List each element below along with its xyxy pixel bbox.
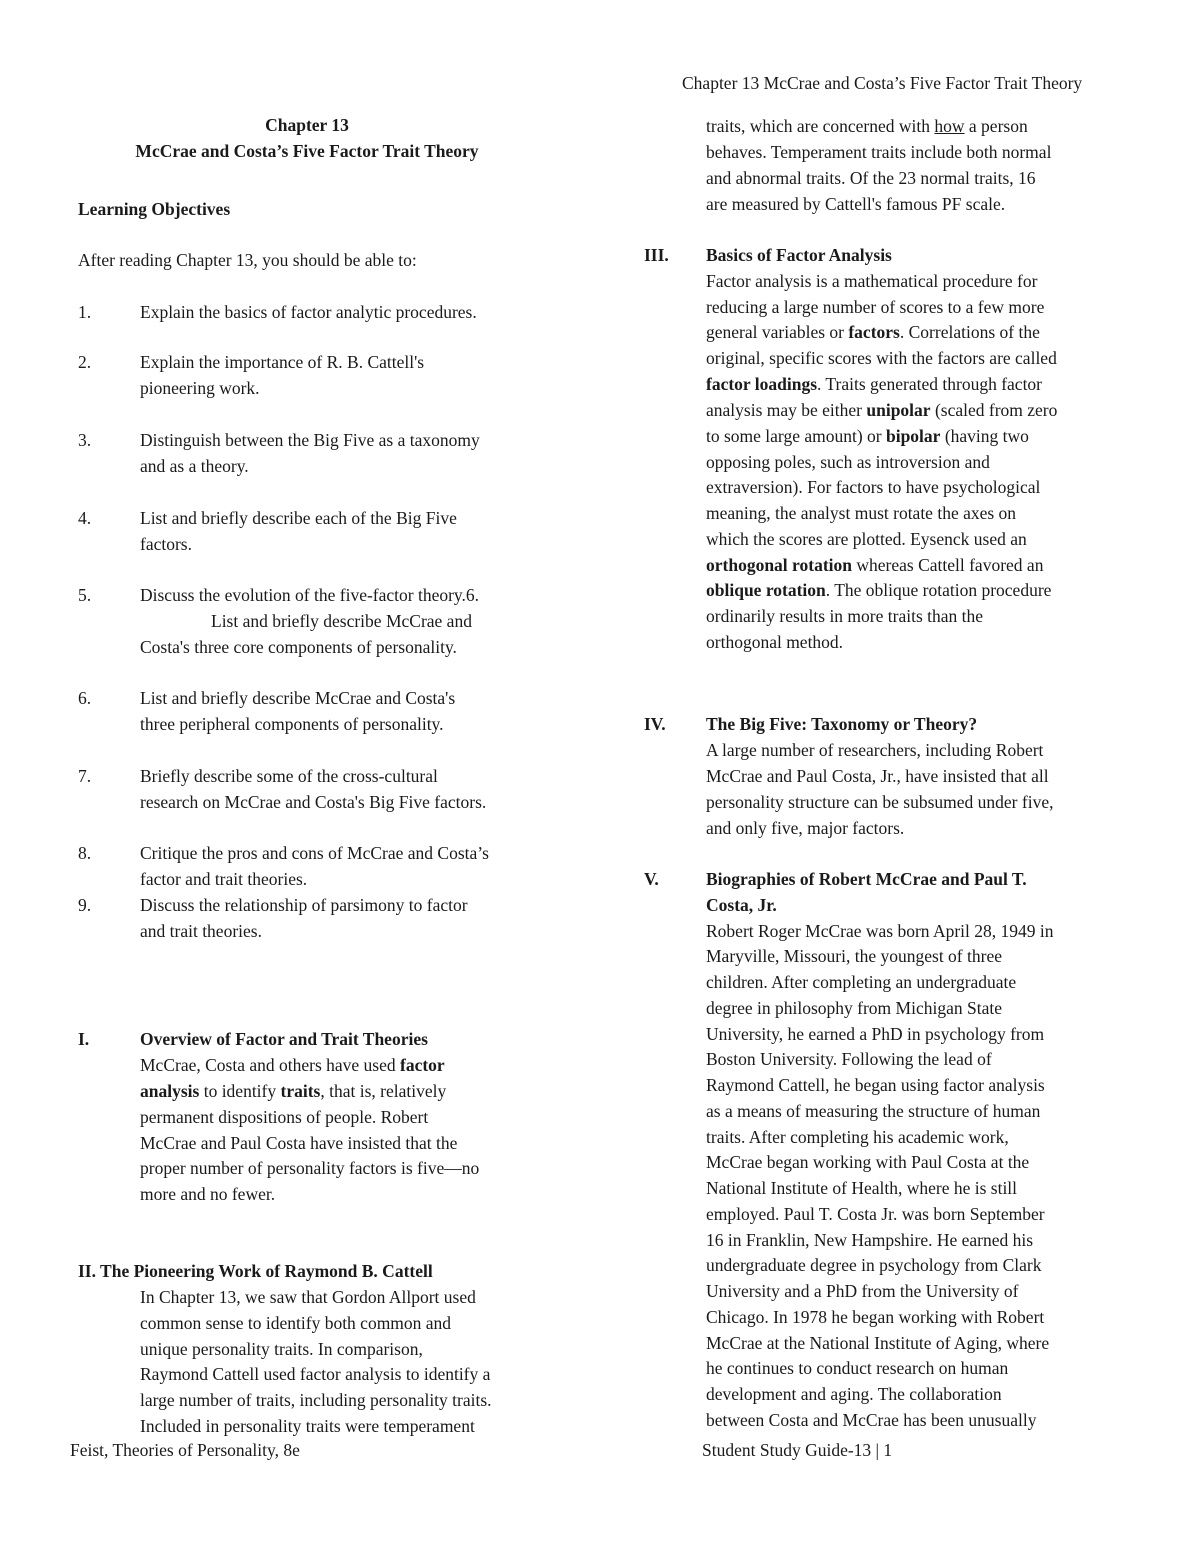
- section-text-line: undergraduate degree in psychology from Clark: [706, 1255, 1042, 1275]
- objective-text: Briefly describe some of the cross-cultural: [140, 766, 438, 786]
- section-text-line: are measured by Cattell's famous PF scale.: [706, 194, 1006, 214]
- section-text-line: general variables or factors. Correlations of the: [706, 322, 1040, 342]
- section-text-line: factor loadings. Traits generated through factor: [706, 374, 1043, 394]
- section-text-line: Maryville, Missouri, the youngest of three: [706, 946, 1002, 966]
- section-text-line: which the scores are plotted. Eysenck used an: [706, 529, 1027, 549]
- section-text-line: children. After completing an undergraduate: [706, 972, 1017, 992]
- section-text-line: Raymond Cattell used factor analysis to identify a: [140, 1364, 491, 1384]
- section-heading: Overview of Factor and Trait Theories: [140, 1029, 428, 1049]
- section-text-line: McCrae, Costa and others have used factor: [140, 1055, 445, 1075]
- section-text-line: reducing a large number of scores to a few more: [706, 297, 1045, 317]
- section-text-line: A large number of researchers, including Robert: [706, 740, 1044, 760]
- section-text-line: unique personality traits. In comparison,: [140, 1339, 423, 1359]
- section-text-line: behaves. Temperament traits include both normal: [706, 142, 1052, 162]
- section-text-line: analysis to identify traits, that is, relatively: [140, 1081, 447, 1101]
- section-text-line: traits. After completing his academic work,: [706, 1127, 1009, 1147]
- running-header: Chapter 13 McCrae and Costa’s Five Factor Trait Theory: [682, 73, 1083, 93]
- section-text-line: University, he earned a PhD in psychology from: [706, 1024, 1045, 1044]
- section-heading: Basics of Factor Analysis: [706, 245, 892, 265]
- objective-number: 1.: [78, 302, 92, 322]
- section-number: I.: [78, 1029, 90, 1049]
- section-text-line: Boston University. Following the lead of: [706, 1049, 992, 1069]
- objective-text: Critique the pros and cons of McCrae and Costa’s: [140, 843, 489, 863]
- objective-text: Explain the basics of factor analytic procedures.: [140, 302, 477, 322]
- footer-page-number: Student Study Guide-13 | 1: [702, 1440, 893, 1460]
- chapter-number: Chapter 13: [265, 115, 349, 135]
- section-text-line: traits, which are concerned with how a person: [706, 116, 1028, 136]
- section-text-line: orthogonal rotation whereas Cattell favored an: [706, 555, 1044, 575]
- objective-text: and trait theories.: [140, 921, 262, 941]
- section-text-line: original, specific scores with the factors are called: [706, 348, 1057, 368]
- section-text-line: Robert Roger McCrae was born April 28, 1949 in: [706, 921, 1054, 941]
- objective-number: 3.: [78, 430, 92, 450]
- section-text-line: opposing poles, such as introversion and: [706, 452, 990, 472]
- section-text-line: large number of traits, including personality traits.: [140, 1390, 492, 1410]
- section-text-line: development and aging. The collaboration: [706, 1384, 1002, 1404]
- footer-left: Feist, Theories of Personality, 8e: [70, 1440, 300, 1460]
- key-term: analysis: [140, 1081, 200, 1101]
- section-text-line: and only five, major factors.: [706, 818, 905, 838]
- section-text-line: to some large amount) or bipolar (having two: [706, 426, 1029, 446]
- section-text-line: ordinarily results in more traits than the: [706, 606, 984, 626]
- chapter-title: McCrae and Costa’s Five Factor Trait Theory: [135, 141, 479, 161]
- section-text-line: Raymond Cattell, he began using factor analysis: [706, 1075, 1045, 1095]
- section-number: III.: [644, 245, 669, 265]
- section-text-line: Factor analysis is a mathematical procedure for: [706, 271, 1038, 291]
- section-heading-cont: Costa, Jr.: [706, 895, 777, 915]
- section-text-line: proper number of personality factors is five—no: [140, 1158, 480, 1178]
- key-term: bipolar: [885, 426, 941, 446]
- objective-text: factors.: [140, 534, 192, 554]
- section-text-line: employed. Paul T. Costa Jr. was born September: [706, 1204, 1045, 1224]
- section-text-line: analysis may be either unipolar (scaled from zero: [706, 400, 1058, 420]
- section-text-line: Chicago. In 1978 he began working with Robert: [706, 1307, 1045, 1327]
- section-number: V.: [644, 869, 659, 889]
- objective-text: three peripheral components of personality.: [140, 714, 444, 734]
- section-heading: The Big Five: Taxonomy or Theory?: [706, 714, 978, 734]
- section-text-line: McCrae and Paul Costa, Jr., have insisted that all: [706, 766, 1049, 786]
- section-text-line: meaning, the analyst must rotate the axes on: [706, 503, 1017, 523]
- key-term: factors: [848, 322, 900, 342]
- objective-text: and as a theory.: [140, 456, 249, 476]
- objective-text: factor and trait theories.: [140, 869, 308, 889]
- section-text-line: common sense to identify both common and: [140, 1313, 452, 1333]
- section-text-line: as a means of measuring the structure of human: [706, 1101, 1041, 1121]
- key-term: orthogonal rotation: [706, 555, 852, 575]
- section-text-line: and abnormal traits. Of the 23 normal traits, 16: [706, 168, 1036, 188]
- section-text-line: In Chapter 13, we saw that Gordon Allport used: [140, 1287, 476, 1307]
- objective-text: List and briefly describe each of the Big Five: [140, 508, 457, 528]
- objectives-intro: After reading Chapter 13, you should be able to:: [78, 250, 417, 270]
- objective-number: 8.: [78, 843, 92, 863]
- objective-number: 9.: [78, 895, 92, 915]
- section-text-line: Included in personality traits were temperament: [140, 1416, 475, 1436]
- section-text-line: personality structure can be subsumed under five,: [706, 792, 1054, 812]
- objective-text: research on McCrae and Costa's Big Five factors.: [140, 792, 487, 812]
- section-text-line: permanent dispositions of people. Robert: [140, 1107, 429, 1127]
- objective-number: 7.: [78, 766, 92, 786]
- section-text-line: McCrae began working with Paul Costa at the: [706, 1152, 1030, 1172]
- section-text-line: McCrae and Paul Costa have insisted that the: [140, 1133, 458, 1153]
- key-term: factor: [400, 1055, 445, 1075]
- section-heading: II. The Pioneering Work of Raymond B. Cattell: [78, 1261, 433, 1281]
- section-text-line: University and a PhD from the University of: [706, 1281, 1019, 1301]
- section-heading: Biographies of Robert McCrae and Paul T.: [706, 869, 1027, 889]
- section-text-line: McCrae at the National Institute of Aging, where: [706, 1333, 1050, 1353]
- objective-number: 5.: [78, 585, 92, 605]
- section-text-line: more and no fewer.: [140, 1184, 276, 1204]
- section-text-line: degree in philosophy from Michigan State: [706, 998, 1002, 1018]
- key-term: traits: [280, 1081, 321, 1101]
- objectives-heading: Learning Objectives: [78, 199, 231, 219]
- objective-text: List and briefly describe McCrae and: [211, 611, 472, 631]
- objective-number: 6.: [78, 688, 92, 708]
- objective-number: 2.: [78, 352, 92, 372]
- section-text-line: 16 in Franklin, New Hampshire. He earned his: [706, 1230, 1034, 1250]
- objective-text: Discuss the relationship of parsimony to factor: [140, 895, 468, 915]
- section-number: IV.: [644, 714, 666, 734]
- key-term: unipolar: [866, 400, 931, 420]
- section-text-line: oblique rotation. The oblique rotation procedure: [706, 580, 1052, 600]
- section-text-line: extraversion). For factors to have psychological: [706, 477, 1041, 497]
- objective-text: Costa's three core components of personality.: [140, 637, 457, 657]
- objective-text: pioneering work.: [140, 378, 260, 398]
- objective-text: Explain the importance of R. B. Cattell's: [140, 352, 425, 372]
- section-text-line: he continues to conduct research on human: [706, 1358, 1009, 1378]
- objective-text: Discuss the evolution of the five-factor theory.6.: [140, 585, 480, 605]
- section-text-line: between Costa and McCrae has been unusually: [706, 1410, 1037, 1430]
- objective-text: List and briefly describe McCrae and Costa's: [140, 688, 456, 708]
- key-term: factor loadings: [706, 374, 817, 394]
- section-text-line: National Institute of Health, where he is still: [706, 1178, 1018, 1198]
- section-text-line: orthogonal method.: [706, 632, 844, 652]
- objective-text: Distinguish between the Big Five as a taxonomy: [140, 430, 480, 450]
- key-term: oblique rotation: [706, 580, 826, 600]
- objective-number: 4.: [78, 508, 92, 528]
